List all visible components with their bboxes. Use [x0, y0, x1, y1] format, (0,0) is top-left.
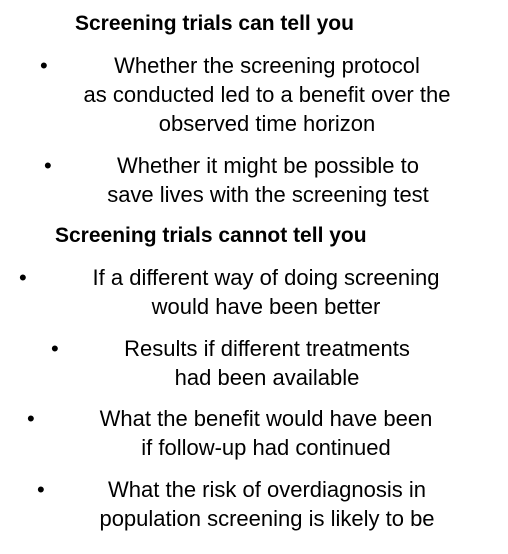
bullet-marker: •: [40, 53, 48, 78]
can-tell-heading: Screening trials can tell you: [75, 12, 354, 35]
can-item-save-lives: [70, 151, 466, 209]
item-line: as conducted led to a benefit over the: [83, 82, 451, 107]
item-line: What the benefit would have been: [99, 406, 433, 431]
item-line: If a different way of doing screening: [92, 265, 440, 290]
item-line: Whether it might be possible to: [116, 153, 420, 178]
cannot-item-overdiagnosis: [60, 475, 474, 533]
item-line: save lives with the screening test: [107, 182, 429, 207]
cannot-tell-heading: Screening trials cannot tell you: [55, 224, 367, 247]
item-line: Results if different treatments: [124, 336, 410, 361]
can-item-protocol-benefit: [44, 51, 490, 138]
cannot-item-follow-up: [64, 404, 468, 462]
bullet-marker: •: [37, 477, 45, 502]
item-line: had been available: [174, 365, 360, 390]
bullet-marker: •: [44, 153, 52, 178]
item-line: Whether the screening protocol: [114, 53, 420, 78]
bullet-marker: •: [19, 265, 27, 290]
item-line: if follow-up had continued: [141, 435, 391, 460]
cannot-item-different-treatments: [86, 334, 448, 392]
cannot-item-different-screening: [58, 263, 474, 321]
bullet-marker: •: [27, 406, 35, 431]
item-line: What the risk of overdiagnosis in: [108, 477, 426, 502]
item-line: would have been better: [151, 294, 381, 319]
item-line: population screening is likely to be: [99, 506, 435, 531]
bullet-marker: •: [51, 336, 59, 361]
item-line: observed time horizon: [158, 111, 376, 136]
